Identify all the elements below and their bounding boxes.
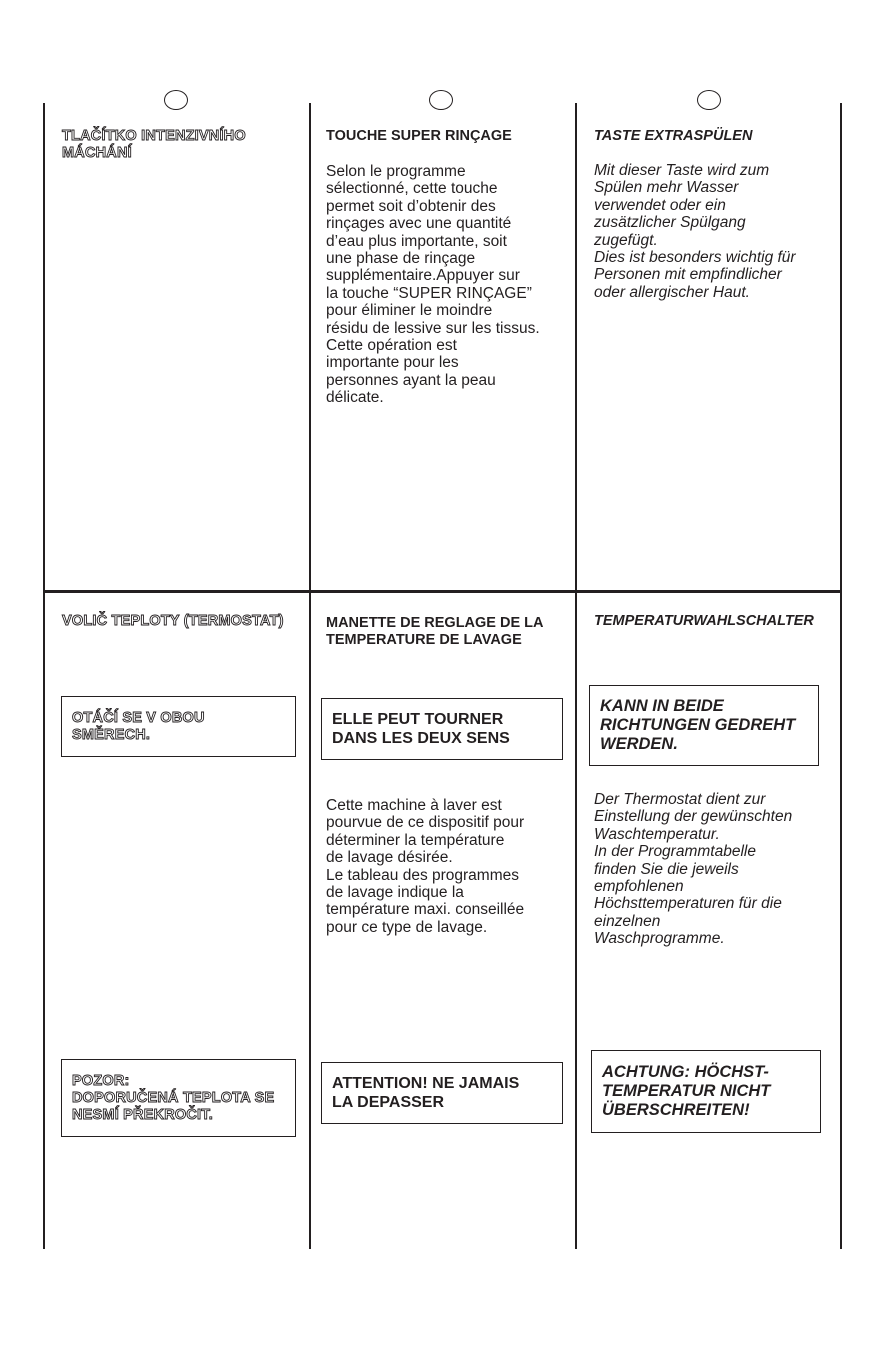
de-temperature-body: Der Thermostat dient zur Einstellung der gewünschten Waschtemperatur. In der Programmtabelle finden Sie die jeweils empfohlenen Höchsttemperaturen für die einzelnen Waschprogramme. bbox=[594, 791, 793, 948]
fr-rinse-body: Selon le programme sélectionné, cette touche permet soit d’obtenir des rinçages avec une quantité d’eau plus importante, soit une phase de rinçage supplémentaire.Appuyer sur la touche “SUPER RINÇAGE” pour éliminer le moindre résidu de lessive sur les tissus. Cette opération est importante pour les personnes ayant la peau délicate. bbox=[326, 163, 540, 407]
language-circle-de bbox=[697, 90, 721, 110]
cz-warning-box bbox=[61, 1059, 296, 1137]
de-rinse-heading: TASTE EXTRASPÜLEN bbox=[594, 128, 753, 144]
fr-warning-box bbox=[321, 1062, 563, 1124]
cz-warning-text: POZOR: DOPORUČENÁ TEPLOTA SE NESMÍ PŘEKROČIT. bbox=[72, 1072, 275, 1123]
fr-temperature-body: Cette machine à laver est pourvue de ce dispositif pour déterminer la température de lavage désirée. Le tableau des programmes de lavage indique la température maxi. conseillée pour ce type de lavage. bbox=[326, 797, 525, 936]
de-warning-box bbox=[591, 1050, 821, 1133]
cz-rotation-box bbox=[61, 696, 296, 757]
fr-rotation-text: ELLE PEUT TOURNER DANS LES DEUX SENS bbox=[332, 711, 510, 747]
column-rule-mid-left bbox=[309, 103, 311, 1249]
de-rotation-text: KANN IN BEIDE RICHTUNGEN GEDREHT WERDEN. bbox=[600, 697, 796, 753]
cz-rotation-text: OTÁČÍ SE V OBOU SMĚRECH. bbox=[72, 709, 205, 743]
de-rinse-body: Mit dieser Taste wird zum Spülen mehr Wasser verwendet oder ein zusätzlicher Spülgang zugefügt. Dies ist besonders wichtig für Personen mit empfindlicher oder allergischer Haut. bbox=[594, 162, 796, 301]
language-circle-fr bbox=[429, 90, 453, 110]
de-warning-text: ACHTUNG: HÖCHST- TEMPERATUR NICHT ÜBERSCHREITEN! bbox=[602, 1063, 771, 1119]
de-rotation-box bbox=[589, 685, 819, 766]
cz-rinse-heading: TLAČÍTKO INTENZIVNÍHO MÁCHÁNÍ bbox=[62, 128, 246, 161]
column-rule-mid-right bbox=[575, 103, 577, 1249]
fr-rotation-box bbox=[321, 698, 563, 760]
cz-thermostat-heading: VOLIČ TEPLOTY (TERMOSTAT) bbox=[62, 613, 284, 629]
fr-warning-text: ATTENTION! NE JAMAIS LA DEPASSER bbox=[332, 1075, 520, 1111]
fr-temperature-heading: MANETTE DE REGLAGE DE LA TEMPERATURE DE LAVAGE bbox=[326, 615, 544, 648]
column-rule-right bbox=[840, 103, 842, 1249]
de-temperature-heading: TEMPERATURWAHLSCHALTER bbox=[594, 613, 814, 629]
fr-rinse-heading: TOUCHE SUPER RINÇAGE bbox=[326, 128, 512, 144]
column-rule-left bbox=[43, 103, 45, 1249]
language-circle-cz bbox=[164, 90, 188, 110]
section-divider bbox=[44, 590, 842, 593]
